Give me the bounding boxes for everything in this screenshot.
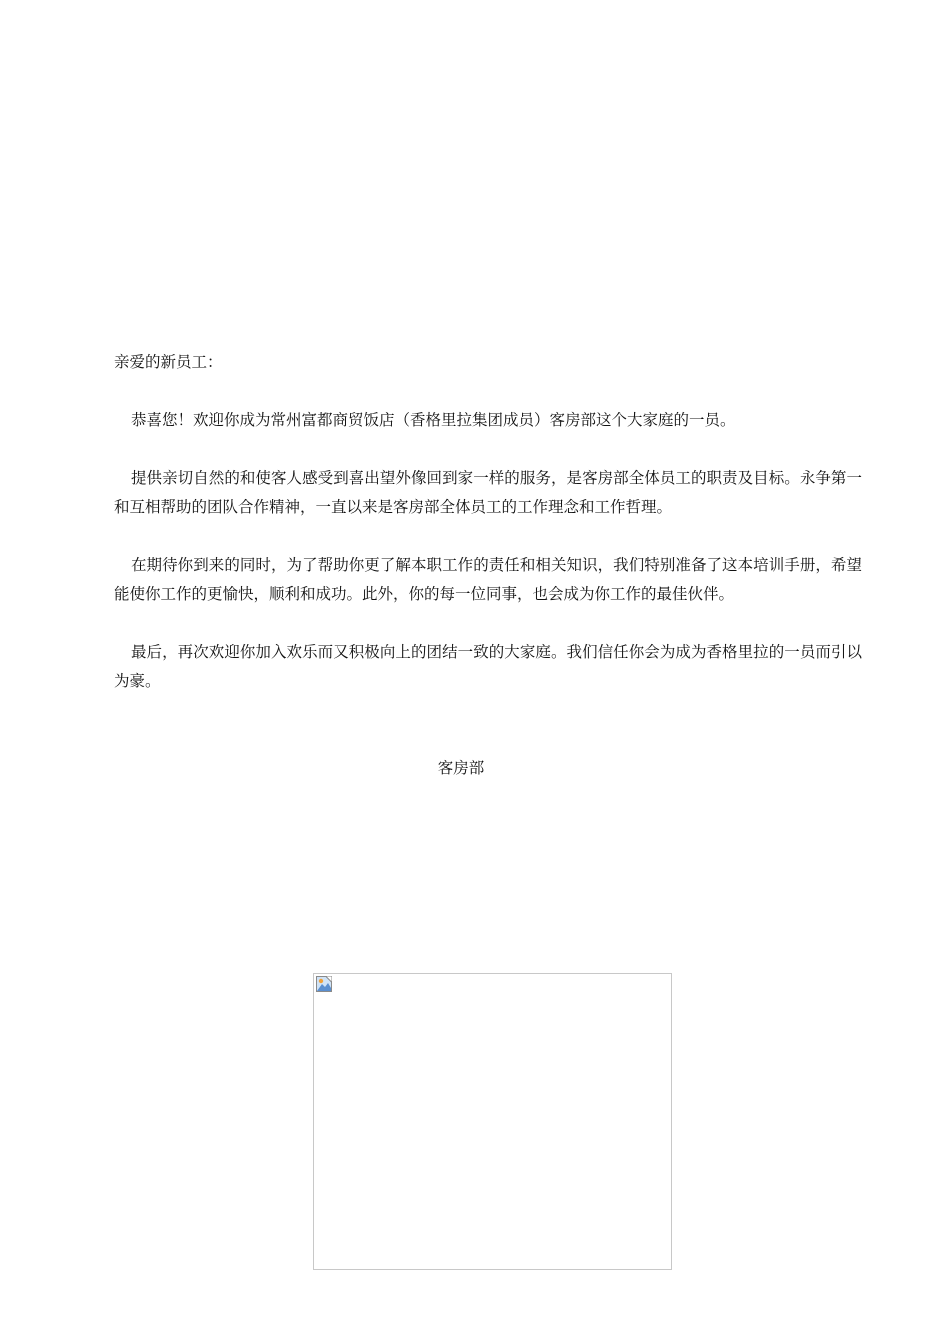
letter-paragraph-closing: 最后，再次欢迎你加入欢乐而又积极向上的团结一致的大家庭。我们信任你会为成为香格里拉的一员而引以为豪。 bbox=[114, 643, 862, 690]
letter-salutation: 亲爱的新员工： bbox=[114, 353, 223, 371]
letter-signature: 客房部 bbox=[437, 759, 485, 777]
letter-paragraph-manual: 在期待你到来的同时，为了帮助你更了解本职工作的责任和相关知识，我们特别准备了这本培训手册，希望能使你工作的更愉快，顺利和成功。此外，你的每一位同事，也会成为你工作的最佳伙伴。 bbox=[114, 556, 862, 603]
image-placeholder bbox=[313, 973, 672, 1270]
letter-paragraph-welcome: 恭喜您！欢迎你成为常州富都商贸饭店（香格里拉集团成员）客房部这个大家庭的一员。 bbox=[131, 411, 736, 429]
broken-image-icon bbox=[316, 976, 332, 992]
letter-paragraph-service: 提供亲切自然的和使客人感受到喜出望外像回到家一样的服务，是客房部全体员工的职责及目标。永争第一和互相帮助的团队合作精神，一直以来是客房部全体员工的工作理念和工作哲理。 bbox=[114, 469, 862, 516]
welcome-letter bbox=[114, 348, 862, 725]
